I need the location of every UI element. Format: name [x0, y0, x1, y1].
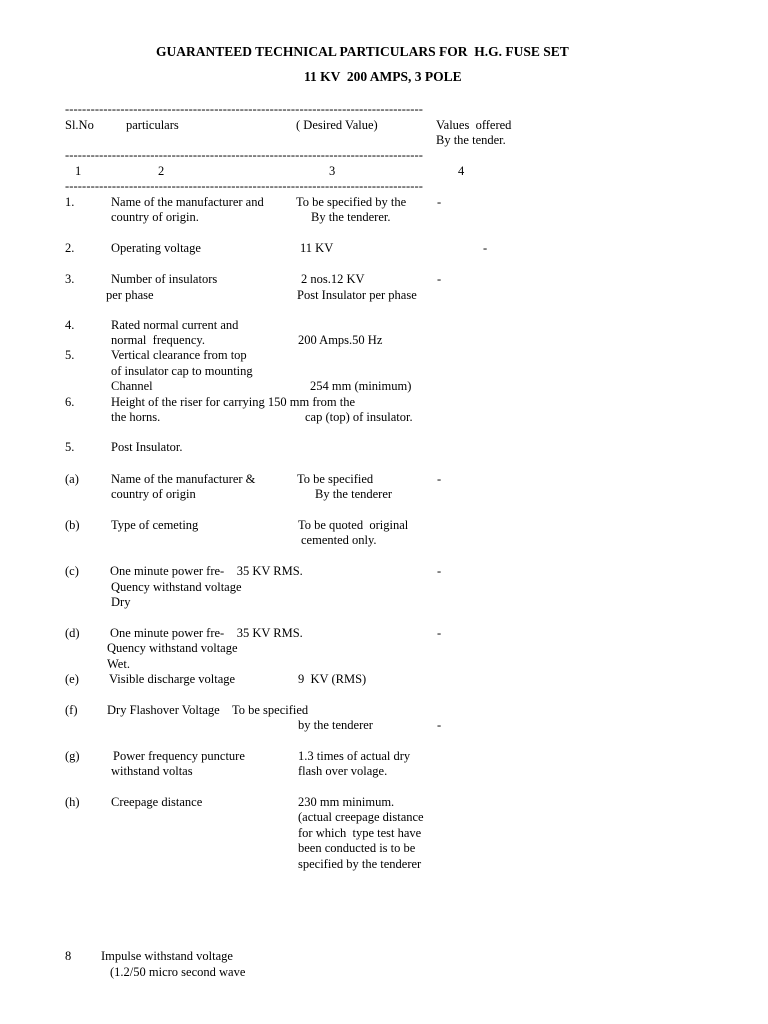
desired-value-text: 1.3 times of actual dry	[298, 749, 411, 763]
particular-text: Name of the manufacturer and	[111, 195, 264, 209]
desired-value-text: for which type test have	[298, 826, 422, 840]
desired-value-text: By the tenderer	[315, 487, 393, 501]
column-number: 2	[158, 164, 165, 178]
divider: ------------------------------------------------------------------------------------	[65, 179, 424, 193]
header-values-offered: Values offered	[436, 118, 512, 132]
desired-value-text: 11 KV	[300, 241, 334, 255]
desired-value-text: (actual creepage distance	[298, 810, 424, 824]
desired-value-text: 2 nos.12 KV	[301, 272, 365, 286]
offered-value: -	[437, 564, 442, 578]
particular-text: country of origin.	[111, 210, 199, 224]
particular-text: Post Insulator.	[111, 440, 183, 454]
particular-text: Quency withstand voltage	[107, 641, 238, 655]
header-particulars: particulars	[126, 118, 179, 132]
row-number: 3.	[65, 272, 75, 286]
row-number: 2.	[65, 241, 75, 255]
particular-text: the horns.	[111, 410, 161, 424]
offered-value: -	[437, 626, 442, 640]
particular-text: Name of the manufacturer &	[111, 472, 256, 486]
row-number: (h)	[65, 795, 80, 809]
desired-value-text: by the tenderer	[298, 718, 373, 732]
desired-value-text: specified by the tenderer	[298, 857, 422, 871]
particular-text: Creepage distance	[111, 795, 203, 809]
desired-value-text: flash over volage.	[298, 764, 388, 778]
desired-value-text: 230 mm minimum.	[298, 795, 395, 809]
header-desired-value: ( Desired Value)	[296, 118, 378, 132]
particular-text: Vertical clearance from top	[111, 348, 247, 362]
offered-value: -	[483, 241, 488, 255]
row-number: (c)	[65, 564, 79, 578]
particular-text: Dry Flashover Voltage To be specified	[107, 703, 309, 717]
particular-text: One minute power fre- 35 KV RMS.	[110, 564, 303, 578]
offered-value: -	[437, 718, 442, 732]
particular-text: Power frequency puncture	[113, 749, 245, 763]
desired-value-text: 9 KV (RMS)	[298, 672, 367, 686]
particular-text: Rated normal current and	[111, 318, 239, 332]
particular-text: of insulator cap to mounting	[111, 364, 253, 378]
desired-value-text: 254 mm (minimum)	[310, 379, 412, 393]
particular-text: Type of cemeting	[111, 518, 199, 532]
particular-text: Visible discharge voltage	[109, 672, 236, 686]
particular-text: normal frequency.	[111, 333, 205, 347]
divider: ------------------------------------------------------------------------------------	[65, 148, 424, 162]
particular-text: Height of the riser for carrying 150 mm from the	[111, 395, 356, 409]
row-number: (b)	[65, 518, 80, 532]
desired-value-text: cap (top) of insulator.	[305, 410, 413, 424]
row-number: 1.	[65, 195, 75, 209]
particular-text: per phase	[106, 288, 154, 302]
particular-text: One minute power fre- 35 KV RMS.	[110, 626, 303, 640]
particular-text: country of origin	[111, 487, 196, 501]
desired-value-text: To be quoted original	[298, 518, 409, 532]
desired-value-text: 200 Amps.50 Hz	[298, 333, 383, 347]
desired-value-text: been conducted is to be	[298, 841, 416, 855]
desired-value-text: To be specified by the	[296, 195, 407, 209]
column-number: 4	[458, 164, 465, 178]
desired-value-text: To be specified	[297, 472, 374, 486]
row-number: (d)	[65, 626, 80, 640]
desired-value-text: cemented only.	[301, 533, 377, 547]
header-slno: Sl.No	[65, 118, 94, 132]
row-number: 5.	[65, 440, 75, 454]
row-number: (a)	[65, 472, 79, 486]
document-title: GUARANTEED TECHNICAL PARTICULARS FOR H.G. FUSE SET	[156, 44, 569, 59]
particular-text: Number of insulators	[111, 272, 218, 286]
particular-text: Channel	[111, 379, 153, 393]
column-number: 1	[75, 164, 82, 178]
document-subtitle: 11 KV 200 AMPS, 3 POLE	[304, 69, 462, 84]
header-by-tender: By the tender.	[436, 133, 506, 147]
row-number: 8	[65, 949, 72, 963]
offered-value: -	[437, 195, 442, 209]
offered-value: -	[437, 272, 442, 286]
particular-text: Operating voltage	[111, 241, 201, 255]
particular-text: Wet.	[107, 657, 130, 671]
desired-value-text: By the tenderer.	[311, 210, 391, 224]
row-number: (e)	[65, 672, 79, 686]
particular-text: Quency withstand voltage	[111, 580, 242, 594]
particular-text: withstand voltas	[111, 764, 193, 778]
row-number: 4.	[65, 318, 75, 332]
row-number: (g)	[65, 749, 80, 763]
particular-text: (1.2/50 micro second wave	[110, 965, 246, 979]
offered-value: -	[437, 472, 442, 486]
row-number: 6.	[65, 395, 75, 409]
divider: ------------------------------------------------------------------------------------	[65, 102, 424, 116]
row-number: 5.	[65, 348, 75, 362]
particular-text: Dry	[111, 595, 131, 609]
particular-text: Impulse withstand voltage	[101, 949, 233, 963]
column-number: 3	[329, 164, 336, 178]
desired-value-text: Post Insulator per phase	[297, 288, 417, 302]
row-number: (f)	[65, 703, 78, 717]
